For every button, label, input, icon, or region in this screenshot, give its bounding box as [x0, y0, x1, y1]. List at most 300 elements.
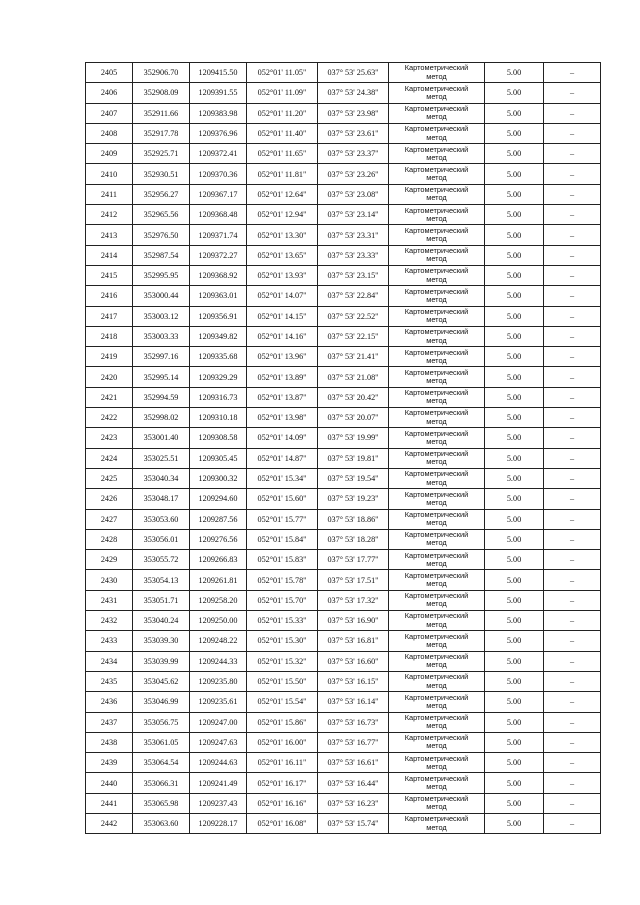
table-row [86, 813, 601, 833]
x-coordinate-cell: 353053.60 [133, 509, 190, 529]
accuracy-cell: 5.00 [485, 408, 544, 428]
y-coordinate-cell: 1209244.33 [190, 651, 247, 671]
method-cell [389, 164, 485, 184]
method-label-line2: метод [426, 477, 447, 487]
latitude-cell: 052°01' 16.11" [247, 753, 318, 773]
method-label-line2: метод [426, 396, 447, 406]
latitude-cell: 052°01' 12.94" [247, 205, 318, 225]
table-row [86, 590, 601, 610]
x-coordinate-cell: 352930.51 [133, 164, 190, 184]
accuracy-cell: 5.00 [485, 550, 544, 570]
longitude-cell: 037° 53' 23.61" [318, 123, 389, 143]
x-coordinate-cell: 353000.44 [133, 286, 190, 306]
accuracy-cell: 5.00 [485, 671, 544, 691]
table-row [86, 753, 601, 773]
method-cell [389, 326, 485, 346]
latitude-cell: 052°01' 15.34" [247, 468, 318, 488]
y-coordinate-cell: 1209363.01 [190, 286, 247, 306]
point-number-cell: 2434 [86, 651, 133, 671]
y-coordinate-cell: 1209391.55 [190, 83, 247, 103]
coordinates-table [85, 62, 601, 834]
method-label-line1: Картометрический [404, 449, 469, 459]
method-label-line2: метод [426, 660, 447, 670]
y-coordinate-cell: 1209244.63 [190, 753, 247, 773]
note-cell: – [544, 773, 601, 793]
note-cell: – [544, 326, 601, 346]
table-row [86, 611, 601, 631]
method-label-line2: метод [426, 741, 447, 751]
method-cell [389, 123, 485, 143]
longitude-cell: 037° 53' 16.77" [318, 732, 389, 752]
latitude-cell: 052°01' 15.30" [247, 631, 318, 651]
method-cell [389, 732, 485, 752]
point-number-cell: 2422 [86, 408, 133, 428]
method-label-line2: метод [426, 700, 447, 710]
table-row [86, 367, 601, 387]
note-cell: – [544, 103, 601, 123]
note-cell: – [544, 367, 601, 387]
point-number-cell: 2412 [86, 205, 133, 225]
table-row [86, 570, 601, 590]
longitude-cell: 037° 53' 16.60" [318, 651, 389, 671]
method-label-line1: Картометрический [404, 652, 469, 662]
method-label-line1: Картометрический [404, 124, 469, 134]
x-coordinate-cell: 353056.75 [133, 712, 190, 732]
latitude-cell: 052°01' 13.96" [247, 347, 318, 367]
note-cell: – [544, 184, 601, 204]
latitude-cell: 052°01' 16.08" [247, 813, 318, 833]
point-number-cell: 2409 [86, 144, 133, 164]
latitude-cell: 052°01' 13.87" [247, 387, 318, 407]
accuracy-cell: 5.00 [485, 63, 544, 83]
note-cell: – [544, 164, 601, 184]
point-number-cell: 2411 [86, 184, 133, 204]
longitude-cell: 037° 53' 21.08" [318, 367, 389, 387]
method-label-line1: Картометрический [404, 347, 469, 357]
accuracy-cell: 5.00 [485, 732, 544, 752]
method-label-line1: Картометрический [404, 144, 469, 154]
y-coordinate-cell: 1209287.56 [190, 509, 247, 529]
method-label-line1: Картометрический [404, 286, 469, 296]
method-cell [389, 509, 485, 529]
latitude-cell: 052°01' 15.32" [247, 651, 318, 671]
accuracy-cell: 5.00 [485, 347, 544, 367]
accuracy-cell: 5.00 [485, 509, 544, 529]
note-cell: – [544, 732, 601, 752]
method-label-line2: метод [426, 497, 447, 507]
point-number-cell: 2419 [86, 347, 133, 367]
point-number-cell: 2413 [86, 225, 133, 245]
longitude-cell: 037° 53' 16.81" [318, 631, 389, 651]
method-label-line1: Картометрический [404, 591, 469, 601]
point-number-cell: 2408 [86, 123, 133, 143]
method-label-line1: Картометрический [404, 489, 469, 499]
x-coordinate-cell: 353055.72 [133, 550, 190, 570]
x-coordinate-cell: 352998.02 [133, 408, 190, 428]
latitude-cell: 052°01' 13.98" [247, 408, 318, 428]
accuracy-cell: 5.00 [485, 83, 544, 103]
method-cell [389, 245, 485, 265]
accuracy-cell: 5.00 [485, 326, 544, 346]
longitude-cell: 037° 53' 23.33" [318, 245, 389, 265]
note-cell: – [544, 265, 601, 285]
longitude-cell: 037° 53' 19.54" [318, 468, 389, 488]
table-row [86, 225, 601, 245]
method-label-line2: метод [426, 294, 447, 304]
table-row [86, 631, 601, 651]
y-coordinate-cell: 1209371.74 [190, 225, 247, 245]
table-row [86, 793, 601, 813]
y-coordinate-cell: 1209294.60 [190, 489, 247, 509]
latitude-cell: 052°01' 14.09" [247, 428, 318, 448]
note-cell: – [544, 205, 601, 225]
table-row [86, 123, 601, 143]
method-label-line2: метод [426, 254, 447, 264]
method-label-line1: Картометрический [404, 509, 469, 519]
longitude-cell: 037° 53' 22.15" [318, 326, 389, 346]
x-coordinate-cell: 352908.09 [133, 83, 190, 103]
point-number-cell: 2425 [86, 468, 133, 488]
longitude-cell: 037° 53' 16.23" [318, 793, 389, 813]
note-cell: – [544, 448, 601, 468]
method-label-line1: Картометрический [404, 327, 469, 337]
point-number-cell: 2436 [86, 692, 133, 712]
point-number-cell: 2423 [86, 428, 133, 448]
latitude-cell: 052°01' 11.05" [247, 63, 318, 83]
table-row [86, 286, 601, 306]
accuracy-cell: 5.00 [485, 448, 544, 468]
method-cell [389, 468, 485, 488]
method-cell [389, 671, 485, 691]
x-coordinate-cell: 353048.17 [133, 489, 190, 509]
y-coordinate-cell: 1209250.00 [190, 611, 247, 631]
y-coordinate-cell: 1209300.32 [190, 468, 247, 488]
method-label-line2: метод [426, 234, 447, 244]
method-label-line1: Картометрический [404, 753, 469, 763]
longitude-cell: 037° 53' 24.38" [318, 83, 389, 103]
accuracy-cell: 5.00 [485, 205, 544, 225]
point-number-cell: 2432 [86, 611, 133, 631]
method-label-line2: метод [426, 376, 447, 386]
y-coordinate-cell: 1209349.82 [190, 326, 247, 346]
x-coordinate-cell: 353054.13 [133, 570, 190, 590]
table-row [86, 103, 601, 123]
note-cell: – [544, 590, 601, 610]
point-number-cell: 2440 [86, 773, 133, 793]
method-label-line2: метод [426, 518, 447, 528]
method-label-line1: Картометрический [404, 814, 469, 824]
y-coordinate-cell: 1209276.56 [190, 529, 247, 549]
y-coordinate-cell: 1209370.36 [190, 164, 247, 184]
note-cell: – [544, 83, 601, 103]
y-coordinate-cell: 1209372.27 [190, 245, 247, 265]
x-coordinate-cell: 353001.40 [133, 428, 190, 448]
x-coordinate-cell: 353065.98 [133, 793, 190, 813]
longitude-cell: 037° 53' 22.84" [318, 286, 389, 306]
method-label-line2: метод [426, 315, 447, 325]
y-coordinate-cell: 1209228.17 [190, 813, 247, 833]
point-number-cell: 2420 [86, 367, 133, 387]
method-label-line1: Картометрический [404, 185, 469, 195]
y-coordinate-cell: 1209367.17 [190, 184, 247, 204]
point-number-cell: 2438 [86, 732, 133, 752]
method-label-line2: метод [426, 355, 447, 365]
point-number-cell: 2416 [86, 286, 133, 306]
latitude-cell: 052°01' 16.00" [247, 732, 318, 752]
method-label-line2: метод [426, 619, 447, 629]
method-label-line2: метод [426, 274, 447, 284]
table-row [86, 347, 601, 367]
note-cell: – [544, 692, 601, 712]
method-cell [389, 773, 485, 793]
point-number-cell: 2421 [86, 387, 133, 407]
method-label-line1: Картометрический [404, 794, 469, 804]
point-number-cell: 2417 [86, 306, 133, 326]
x-coordinate-cell: 352987.54 [133, 245, 190, 265]
method-label-line1: Картометрический [404, 733, 469, 743]
note-cell: – [544, 63, 601, 83]
latitude-cell: 052°01' 11.40" [247, 123, 318, 143]
method-label-line1: Картометрический [404, 530, 469, 540]
y-coordinate-cell: 1209241.49 [190, 773, 247, 793]
table-row [86, 448, 601, 468]
method-label-line2: метод [426, 193, 447, 203]
accuracy-cell: 5.00 [485, 164, 544, 184]
method-label-line1: Картометрический [404, 408, 469, 418]
method-label-line2: метод [426, 599, 447, 609]
x-coordinate-cell: 353063.60 [133, 813, 190, 833]
y-coordinate-cell: 1209235.80 [190, 671, 247, 691]
method-cell [389, 306, 485, 326]
latitude-cell: 052°01' 15.54" [247, 692, 318, 712]
longitude-cell: 037° 53' 16.44" [318, 773, 389, 793]
method-cell [389, 347, 485, 367]
method-cell [389, 448, 485, 468]
point-number-cell: 2415 [86, 265, 133, 285]
accuracy-cell: 5.00 [485, 529, 544, 549]
point-number-cell: 2427 [86, 509, 133, 529]
longitude-cell: 037° 53' 19.23" [318, 489, 389, 509]
note-cell: – [544, 753, 601, 773]
latitude-cell: 052°01' 11.65" [247, 144, 318, 164]
longitude-cell: 037° 53' 23.08" [318, 184, 389, 204]
accuracy-cell: 5.00 [485, 753, 544, 773]
method-cell [389, 570, 485, 590]
method-label-line1: Картометрический [404, 63, 469, 73]
note-cell: – [544, 245, 601, 265]
table-row [86, 692, 601, 712]
method-cell [389, 184, 485, 204]
note-cell: – [544, 428, 601, 448]
method-label-line2: метод [426, 436, 447, 446]
method-cell [389, 550, 485, 570]
accuracy-cell: 5.00 [485, 773, 544, 793]
latitude-cell: 052°01' 13.30" [247, 225, 318, 245]
longitude-cell: 037° 53' 18.28" [318, 529, 389, 549]
latitude-cell: 052°01' 12.64" [247, 184, 318, 204]
accuracy-cell: 5.00 [485, 793, 544, 813]
x-coordinate-cell: 353025.51 [133, 448, 190, 468]
latitude-cell: 052°01' 13.65" [247, 245, 318, 265]
method-cell [389, 205, 485, 225]
method-cell [389, 428, 485, 448]
table-row [86, 651, 601, 671]
method-cell [389, 489, 485, 509]
method-cell [389, 83, 485, 103]
point-number-cell: 2433 [86, 631, 133, 651]
accuracy-cell: 5.00 [485, 468, 544, 488]
point-number-cell: 2439 [86, 753, 133, 773]
note-cell: – [544, 408, 601, 428]
latitude-cell: 052°01' 15.78" [247, 570, 318, 590]
latitude-cell: 052°01' 15.77" [247, 509, 318, 529]
point-number-cell: 2406 [86, 83, 133, 103]
method-label-line2: метод [426, 639, 447, 649]
table-row [86, 489, 601, 509]
point-number-cell: 2414 [86, 245, 133, 265]
table-row [86, 83, 601, 103]
method-cell [389, 712, 485, 732]
method-cell [389, 367, 485, 387]
latitude-cell: 052°01' 15.84" [247, 529, 318, 549]
method-label-line2: метод [426, 680, 447, 690]
note-cell: – [544, 468, 601, 488]
method-label-line1: Картометрический [404, 225, 469, 235]
accuracy-cell: 5.00 [485, 631, 544, 651]
method-label-line1: Картометрический [404, 388, 469, 398]
coordinates-table-body [86, 63, 601, 834]
longitude-cell: 037° 53' 25.63" [318, 63, 389, 83]
accuracy-cell: 5.00 [485, 225, 544, 245]
longitude-cell: 037° 53' 23.37" [318, 144, 389, 164]
accuracy-cell: 5.00 [485, 123, 544, 143]
longitude-cell: 037° 53' 17.51" [318, 570, 389, 590]
longitude-cell: 037° 53' 23.26" [318, 164, 389, 184]
latitude-cell: 052°01' 14.87" [247, 448, 318, 468]
table-row [86, 773, 601, 793]
x-coordinate-cell: 352906.70 [133, 63, 190, 83]
method-label-line1: Картометрический [404, 692, 469, 702]
longitude-cell: 037° 53' 17.32" [318, 590, 389, 610]
x-coordinate-cell: 353061.05 [133, 732, 190, 752]
table-row [86, 144, 601, 164]
note-cell: – [544, 550, 601, 570]
method-label-line1: Картометрический [404, 83, 469, 93]
accuracy-cell: 5.00 [485, 651, 544, 671]
table-row [86, 550, 601, 570]
longitude-cell: 037° 53' 19.99" [318, 428, 389, 448]
method-cell [389, 651, 485, 671]
x-coordinate-cell: 352976.50 [133, 225, 190, 245]
table-row [86, 164, 601, 184]
method-label-line1: Картометрический [404, 428, 469, 438]
longitude-cell: 037° 53' 17.77" [318, 550, 389, 570]
latitude-cell: 052°01' 16.16" [247, 793, 318, 813]
table-row [86, 509, 601, 529]
x-coordinate-cell: 352997.16 [133, 347, 190, 367]
x-coordinate-cell: 353039.30 [133, 631, 190, 651]
method-cell [389, 590, 485, 610]
table-row [86, 529, 601, 549]
note-cell: – [544, 712, 601, 732]
point-number-cell: 2441 [86, 793, 133, 813]
y-coordinate-cell: 1209235.61 [190, 692, 247, 712]
accuracy-cell: 5.00 [485, 245, 544, 265]
method-label-line1: Картометрический [404, 550, 469, 560]
note-cell: – [544, 387, 601, 407]
y-coordinate-cell: 1209329.29 [190, 367, 247, 387]
x-coordinate-cell: 352911.66 [133, 103, 190, 123]
y-coordinate-cell: 1209248.22 [190, 631, 247, 651]
x-coordinate-cell: 353056.01 [133, 529, 190, 549]
y-coordinate-cell: 1209335.68 [190, 347, 247, 367]
note-cell: – [544, 631, 601, 651]
point-number-cell: 2430 [86, 570, 133, 590]
method-label-line1: Картометрический [404, 307, 469, 316]
accuracy-cell: 5.00 [485, 387, 544, 407]
longitude-cell: 037° 53' 16.14" [318, 692, 389, 712]
y-coordinate-cell: 1209372.41 [190, 144, 247, 164]
y-coordinate-cell: 1209356.91 [190, 306, 247, 326]
point-number-cell: 2437 [86, 712, 133, 732]
note-cell: – [544, 286, 601, 306]
accuracy-cell: 5.00 [485, 570, 544, 590]
method-label-line2: метод [426, 761, 447, 771]
method-label-line2: метод [426, 457, 447, 467]
note-cell: – [544, 306, 601, 326]
y-coordinate-cell: 1209308.58 [190, 428, 247, 448]
method-label-line2: метод [426, 802, 447, 812]
y-coordinate-cell: 1209247.63 [190, 732, 247, 752]
latitude-cell: 052°01' 11.20" [247, 103, 318, 123]
method-label-line1: Картометрический [404, 570, 469, 580]
method-label-line2: метод [426, 71, 447, 81]
method-label-line2: метод [426, 152, 447, 162]
longitude-cell: 037° 53' 23.14" [318, 205, 389, 225]
table-row [86, 408, 601, 428]
method-label-line1: Картометрический [404, 773, 469, 783]
latitude-cell: 052°01' 14.07" [247, 286, 318, 306]
x-coordinate-cell: 352995.95 [133, 265, 190, 285]
method-label-line2: метод [426, 558, 447, 568]
method-cell [389, 286, 485, 306]
y-coordinate-cell: 1209258.20 [190, 590, 247, 610]
method-cell [389, 103, 485, 123]
accuracy-cell: 5.00 [485, 590, 544, 610]
note-cell: – [544, 651, 601, 671]
x-coordinate-cell: 352956.27 [133, 184, 190, 204]
method-label-line1: Картометрический [404, 611, 469, 621]
method-cell [389, 631, 485, 651]
accuracy-cell: 5.00 [485, 611, 544, 631]
y-coordinate-cell: 1209368.48 [190, 205, 247, 225]
method-cell [389, 813, 485, 833]
method-label-line1: Картометрический [404, 266, 469, 276]
longitude-cell: 037° 53' 22.52" [318, 306, 389, 326]
longitude-cell: 037° 53' 16.61" [318, 753, 389, 773]
method-cell [389, 265, 485, 285]
method-cell [389, 611, 485, 631]
point-number-cell: 2442 [86, 813, 133, 833]
accuracy-cell: 5.00 [485, 286, 544, 306]
table-row [86, 387, 601, 407]
method-cell [389, 793, 485, 813]
note-cell: – [544, 611, 601, 631]
method-label-line1: Картометрический [404, 712, 469, 722]
note-cell: – [544, 671, 601, 691]
method-label-line2: метод [426, 335, 447, 345]
method-cell [389, 63, 485, 83]
